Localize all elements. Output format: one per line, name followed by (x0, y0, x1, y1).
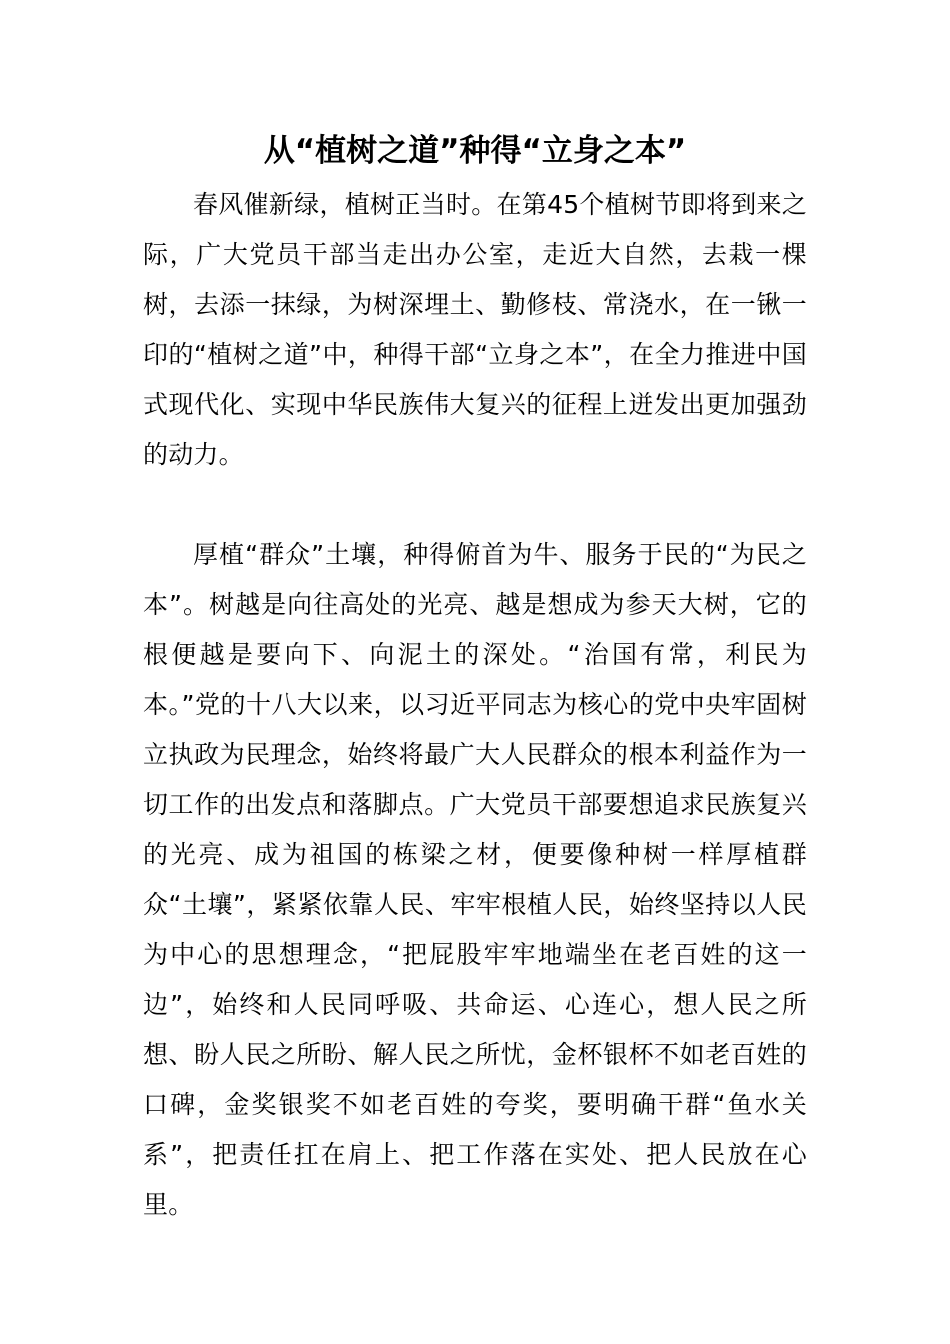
paragraph-intro: 春风催新绿，植树正当时。在第45个植树节即将到来之际，广大党员干部当走出办公室，走近大自然，去栽一棵树，去添一抹绿，为树深埋土、勤修枝、常浇水，在一锹一印的“植树之道”中，种得干部“立身之本”，在全力推进中国式现代化、实现中华民族伟大复兴的征程上迸发出更加强劲的动力。 (143, 190, 807, 469)
paragraph-people-first: 厚植“群众”土壤，种得俯首为牛、服务于民的“为民之本”。树越是向往高处的光亮、越是想成为参天大树，它的根便越是要向下、向泥土的深处。“治国有常，利民为本。”党的十八大以来，以习近平同志为核心的党中央牢固树立执政为民理念，始终将最广大人民群众的根本利益作为一切工作的出发点和落脚点。广大党员干部要想追求民族复兴的光亮、成为祖国的栋梁之材，便要像种树一样厚植群众“土壤”，紧紧依靠人民、牢牢根植人民，始终坚持以人民为中心的思想理念，“把屁股牢牢地端坐在老百姓的这一边”，始终和人民同呼吸、共命运、心连心，想人民之所想、盼人民之所盼、解人民之所忧，金杯银杯不如老百姓的口碑，金奖银奖不如老百姓的夸奖，要明确干群“鱼水关系”，把责任扛在肩上、把工作落在实处、把人民放在心里。 (143, 540, 807, 1219)
document-title: 从“植树之道”种得“立身之本” (263, 133, 687, 169)
